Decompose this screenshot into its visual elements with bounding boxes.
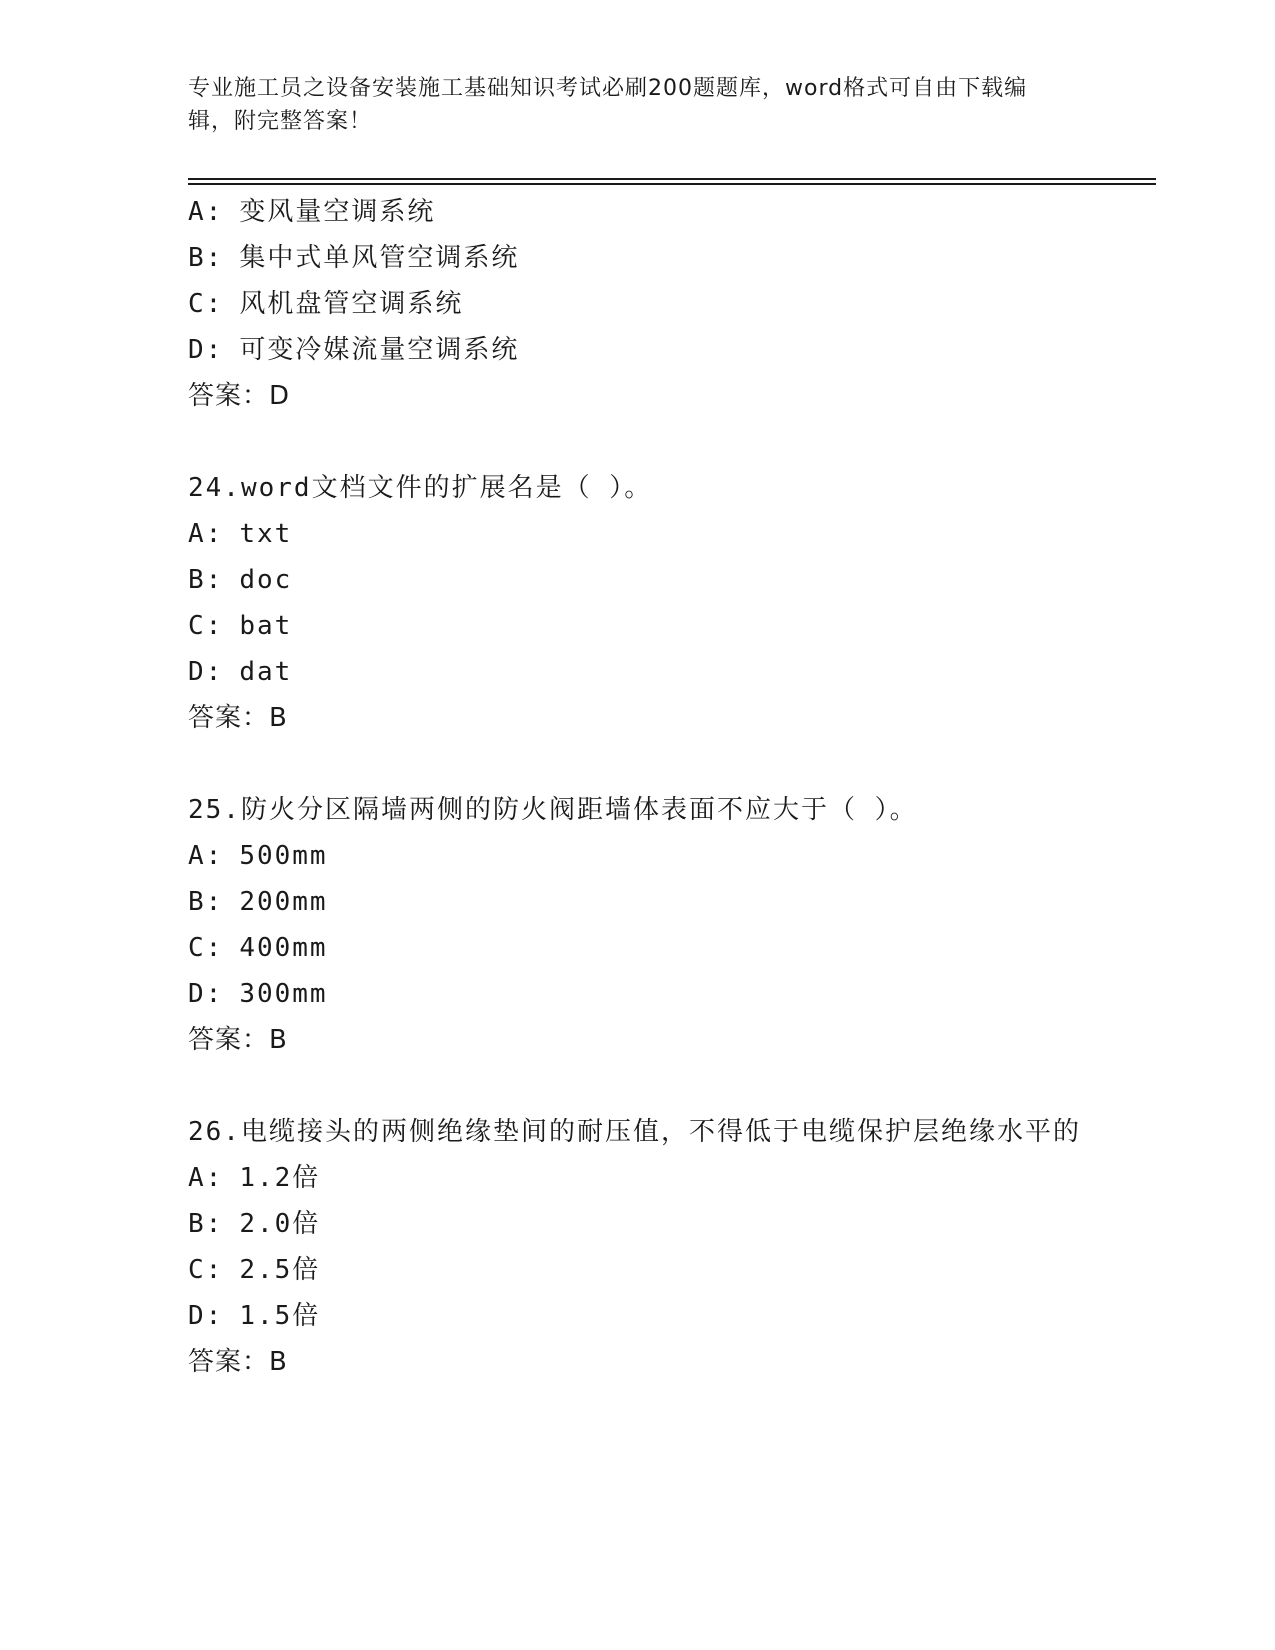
- option-c: [188, 603, 1088, 649]
- option-label: D:: [188, 979, 224, 1009]
- question-text: 26.电缆接头的两侧绝缘垫间的耐压值，不得低于电缆保护层绝缘水平的: [188, 1117, 1081, 1147]
- option-label: A:: [188, 519, 224, 549]
- option-text: 2.0倍: [239, 1209, 321, 1239]
- document-header-title: 专业施工员之设备安装施工基础知识考试必刷200题题库，word格式可自由下载编辑，附完整答案！: [188, 76, 1028, 134]
- option-text: 1.5倍: [239, 1301, 321, 1331]
- question-list: [188, 189, 1088, 1385]
- header-divider-top: [188, 178, 1156, 180]
- answer-text: 答案：D: [188, 381, 291, 411]
- header-divider-bottom: [188, 183, 1156, 185]
- option-d: [188, 327, 1088, 373]
- option-label: D:: [188, 1301, 224, 1331]
- option-label: A:: [188, 197, 224, 227]
- option-label: B:: [188, 1209, 224, 1239]
- option-label: B:: [188, 565, 224, 595]
- answer-text: 答案：B: [188, 703, 288, 733]
- answer-text: 答案：B: [188, 1025, 288, 1055]
- question-text: 25.防火分区隔墙两侧的防火阀距墙体表面不应大于（ ）。: [188, 795, 918, 825]
- option-label: C:: [188, 933, 224, 963]
- option-label: A:: [188, 1163, 224, 1193]
- option-a: [188, 833, 1088, 879]
- question-block-26: [188, 1109, 1088, 1385]
- option-d: [188, 971, 1088, 1017]
- option-d: [188, 1293, 1088, 1339]
- option-text: 500mm: [239, 841, 328, 871]
- option-text: 风机盘管空调系统: [239, 289, 464, 319]
- option-c: [188, 1247, 1088, 1293]
- option-b: [188, 557, 1088, 603]
- option-text: doc: [239, 565, 293, 595]
- option-text: 400mm: [239, 933, 328, 963]
- option-a: [188, 1155, 1088, 1201]
- option-text: 200mm: [239, 887, 328, 917]
- option-text: bat: [239, 611, 293, 641]
- option-c: [188, 281, 1088, 327]
- option-label: D:: [188, 657, 224, 687]
- option-a: [188, 511, 1088, 557]
- option-d: [188, 649, 1088, 695]
- option-label: C:: [188, 289, 224, 319]
- option-label: D:: [188, 335, 224, 365]
- question-text: 24.word文档文件的扩展名是（ ）。: [188, 473, 653, 503]
- option-text: 1.2倍: [239, 1163, 321, 1193]
- option-label: C:: [188, 1255, 224, 1285]
- option-label: B:: [188, 243, 224, 273]
- option-text: txt: [239, 519, 293, 549]
- option-text: 2.5倍: [239, 1255, 321, 1285]
- option-a: [188, 189, 1088, 235]
- spacer: [188, 419, 1088, 465]
- option-label: C:: [188, 611, 224, 641]
- option-label: B:: [188, 887, 224, 917]
- option-b: [188, 879, 1088, 925]
- option-c: [188, 925, 1088, 971]
- question-block-23: [188, 189, 1088, 419]
- spacer: [188, 1063, 1088, 1109]
- question-block-24: [188, 465, 1088, 741]
- question-block-25: [188, 787, 1088, 1063]
- option-b: [188, 235, 1088, 281]
- option-text: 300mm: [239, 979, 328, 1009]
- option-label: A:: [188, 841, 224, 871]
- option-b: [188, 1201, 1088, 1247]
- option-text: 可变冷媒流量空调系统: [239, 335, 520, 365]
- option-text: 集中式单风管空调系统: [239, 243, 520, 273]
- option-text: dat: [239, 657, 293, 687]
- option-text: 变风量空调系统: [239, 197, 436, 227]
- spacer: [188, 741, 1088, 787]
- answer-text: 答案：B: [188, 1347, 288, 1377]
